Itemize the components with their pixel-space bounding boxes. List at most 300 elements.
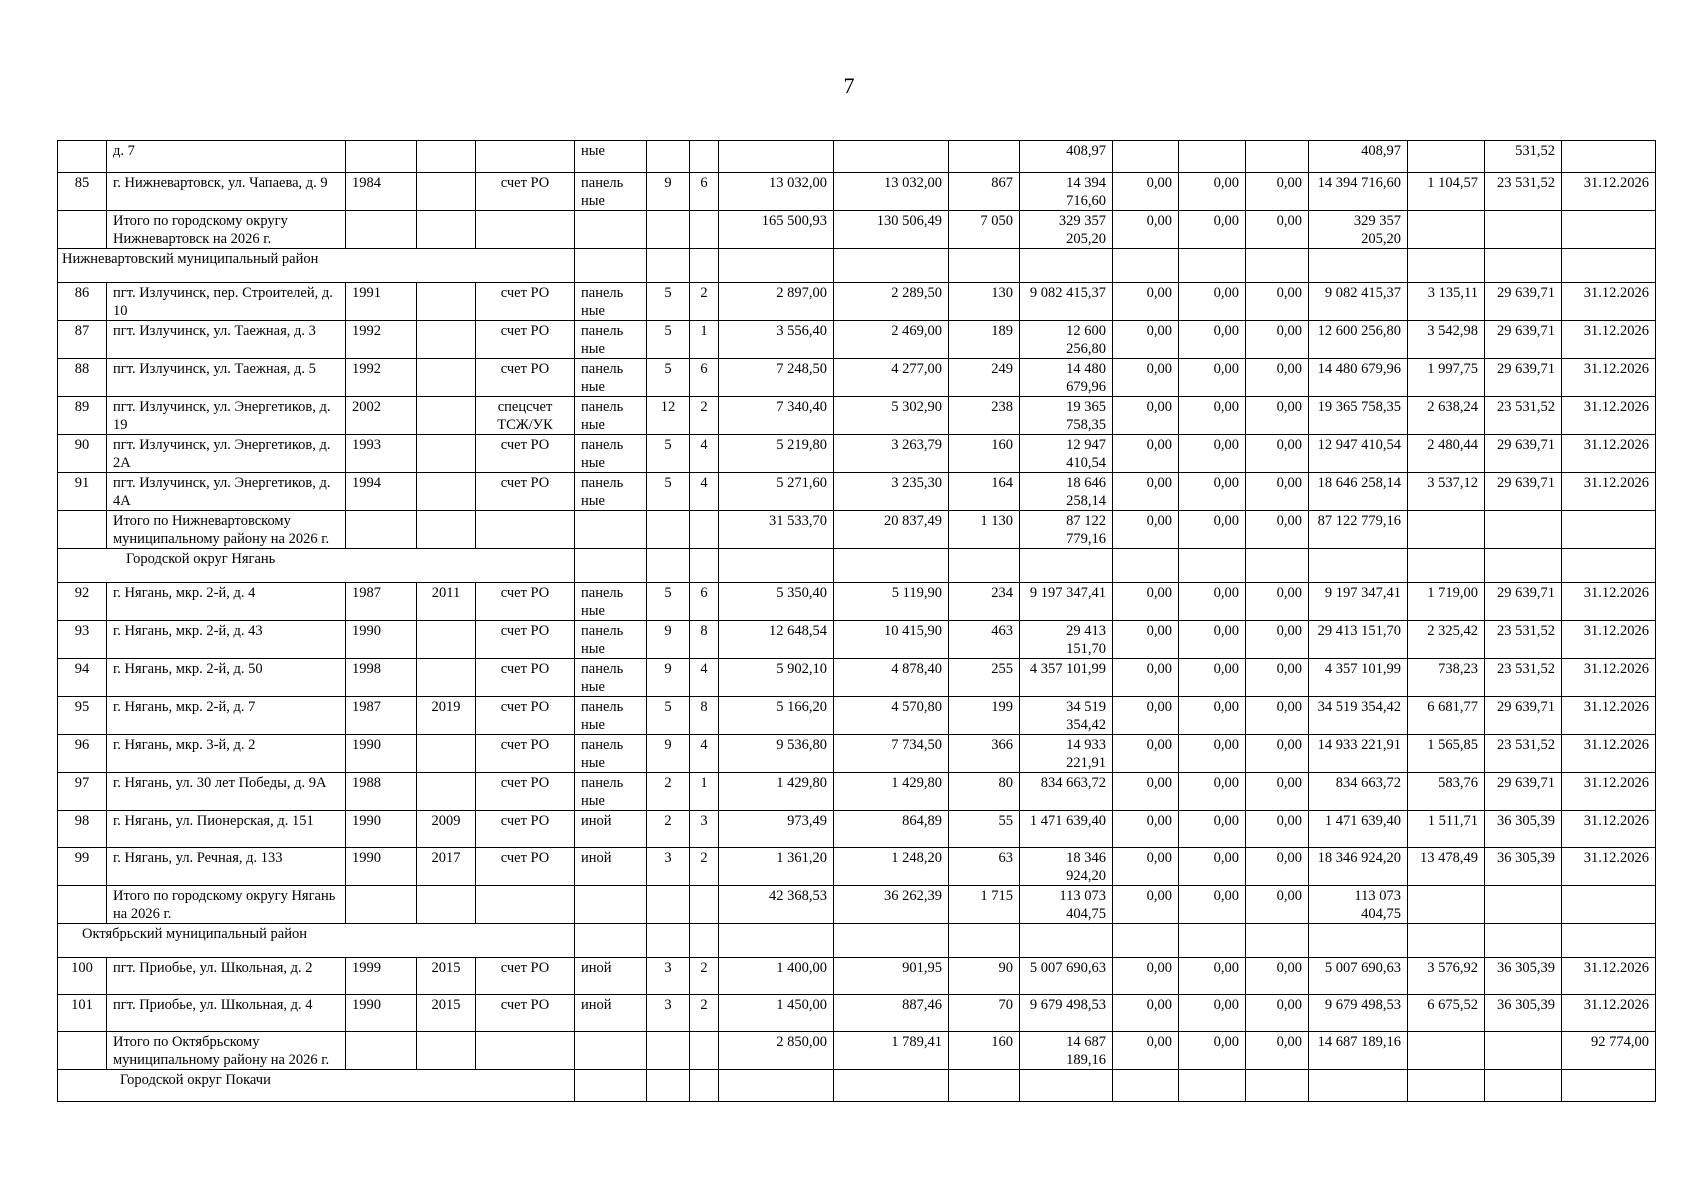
row-number-cell: 90	[58, 435, 107, 473]
row-number-cell: 96	[58, 735, 107, 773]
total-area-cell: 42 368,53	[719, 886, 834, 924]
cost-federal-cell	[1113, 141, 1179, 173]
cost-per-sqm-cell: 1 104,57	[1408, 173, 1485, 211]
address-cell: Итого по Нижневартовскому муниципальному району на 2026 г.	[107, 511, 346, 549]
cost-owners-cell: 14 480 679,96	[1309, 359, 1408, 397]
renovation-year-cell	[417, 511, 476, 549]
renovation-year-cell	[417, 211, 476, 249]
address-cell: пгт. Излучинск, ул. Таежная, д. 5	[107, 359, 346, 397]
address-cell: пгт. Излучинск, ул. Таежная, д. 3	[107, 321, 346, 359]
build-year-cell: 1994	[346, 473, 417, 511]
fund-account-cell	[476, 211, 575, 249]
empty-cell	[690, 924, 719, 958]
empty-cell	[1408, 549, 1485, 583]
address-cell: пгт. Излучинск, ул. Энергетиков, д. 2А	[107, 435, 346, 473]
entrances-cell: 6	[690, 173, 719, 211]
wall-material-cell: панель ные	[575, 173, 647, 211]
residents-cell: 55	[949, 811, 1020, 848]
empty-cell	[834, 924, 949, 958]
table-row	[58, 359, 1656, 397]
cost-per-sqm-cell: 2 480,44	[1408, 435, 1485, 473]
entrances-cell	[690, 886, 719, 924]
section-row	[58, 549, 1656, 583]
cost-regional-cell: 0,00	[1179, 621, 1246, 659]
address-cell: г. Нягань, ул. Пионерская, д. 151	[107, 811, 346, 848]
residential-area-cell: 3 263,79	[834, 435, 949, 473]
cost-municipal-cell: 0,00	[1246, 173, 1309, 211]
total-cost-cell: 113 073 404,75	[1020, 886, 1113, 924]
residents-cell: 1 130	[949, 511, 1020, 549]
section-title: Городской округ Покачи	[58, 1070, 575, 1102]
cost-regional-cell: 0,00	[1179, 435, 1246, 473]
empty-cell	[1408, 924, 1485, 958]
section-row	[58, 924, 1656, 958]
total-area-cell: 7 248,50	[719, 359, 834, 397]
build-year-cell	[346, 141, 417, 173]
total-cost-cell: 14 480 679,96	[1020, 359, 1113, 397]
cost-municipal-cell: 0,00	[1246, 773, 1309, 811]
build-year-cell	[346, 1032, 417, 1070]
address-cell: пгт. Приобье, ул. Школьная, д. 2	[107, 958, 346, 995]
empty-cell	[949, 249, 1020, 283]
completion-date-cell: 31.12.2026	[1562, 359, 1656, 397]
empty-cell	[1309, 249, 1408, 283]
wall-material-cell	[575, 511, 647, 549]
empty-cell	[1408, 249, 1485, 283]
residential-area-cell: 13 032,00	[834, 173, 949, 211]
cost-owners-cell: 408,97	[1309, 141, 1408, 173]
cost-municipal-cell: 0,00	[1246, 511, 1309, 549]
cost-per-sqm-cell: 1 719,00	[1408, 583, 1485, 621]
cost-regional-cell: 0,00	[1179, 397, 1246, 435]
total-cost-cell: 12 600 256,80	[1020, 321, 1113, 359]
table-row	[58, 473, 1656, 511]
empty-cell	[575, 249, 647, 283]
cost-regional-cell: 0,00	[1179, 321, 1246, 359]
completion-date-cell: 31.12.2026	[1562, 321, 1656, 359]
cost-federal-cell: 0,00	[1113, 697, 1179, 735]
total-area-cell: 1 400,00	[719, 958, 834, 995]
build-year-cell: 1999	[346, 958, 417, 995]
cost-municipal-cell: 0,00	[1246, 359, 1309, 397]
cost-per-sqm-cell: 13 478,49	[1408, 848, 1485, 886]
page-number: 7	[843, 73, 855, 98]
fund-account-cell: счет РО	[476, 435, 575, 473]
cost-federal-cell: 0,00	[1113, 886, 1179, 924]
table-row	[58, 848, 1656, 886]
cost-owners-cell: 18 346 924,20	[1309, 848, 1408, 886]
address-cell: пгт. Приобье, ул. Школьная, д. 4	[107, 995, 346, 1032]
cost-municipal-cell: 0,00	[1246, 811, 1309, 848]
limit-cost-cell: 23 531,52	[1485, 659, 1562, 697]
address-cell: г. Нягань, мкр. 2-й, д. 7	[107, 697, 346, 735]
empty-cell	[575, 1070, 647, 1102]
renovation-year-cell: 2015	[417, 958, 476, 995]
residents-cell: 70	[949, 995, 1020, 1032]
completion-date-cell: 31.12.2026	[1562, 397, 1656, 435]
row-number-cell: 97	[58, 773, 107, 811]
address-cell: г. Нягань, мкр. 2-й, д. 43	[107, 621, 346, 659]
total-area-cell: 5 350,40	[719, 583, 834, 621]
residents-cell: 160	[949, 1032, 1020, 1070]
renovation-year-cell	[417, 141, 476, 173]
limit-cost-cell: 531,52	[1485, 141, 1562, 173]
fund-account-cell: спецсчет ТСЖ/УК	[476, 397, 575, 435]
cost-municipal-cell: 0,00	[1246, 621, 1309, 659]
cost-regional-cell: 0,00	[1179, 659, 1246, 697]
total-row	[58, 211, 1656, 249]
cost-owners-cell: 34 519 354,42	[1309, 697, 1408, 735]
cost-federal-cell: 0,00	[1113, 283, 1179, 321]
cost-regional-cell: 0,00	[1179, 283, 1246, 321]
empty-cell	[1113, 249, 1179, 283]
limit-cost-cell	[1485, 511, 1562, 549]
cost-regional-cell: 0,00	[1179, 583, 1246, 621]
build-year-cell: 1993	[346, 435, 417, 473]
entrances-cell: 8	[690, 697, 719, 735]
fund-account-cell: счет РО	[476, 173, 575, 211]
build-year-cell: 1992	[346, 321, 417, 359]
floors-cell: 5	[647, 473, 690, 511]
row-number-cell: 92	[58, 583, 107, 621]
cost-federal-cell: 0,00	[1113, 173, 1179, 211]
residents-cell: 463	[949, 621, 1020, 659]
row-number-cell: 100	[58, 958, 107, 995]
section-title: Городской округ Нягань	[58, 549, 575, 583]
entrances-cell: 6	[690, 359, 719, 397]
wall-material-cell: панель ные	[575, 735, 647, 773]
limit-cost-cell: 29 639,71	[1485, 321, 1562, 359]
cost-regional-cell: 0,00	[1179, 773, 1246, 811]
renovation-year-cell	[417, 321, 476, 359]
row-number-cell: 94	[58, 659, 107, 697]
empty-cell	[949, 1070, 1020, 1102]
table-row	[58, 173, 1656, 211]
row-number-cell	[58, 886, 107, 924]
entrances-cell	[690, 511, 719, 549]
cost-owners-cell: 4 357 101,99	[1309, 659, 1408, 697]
total-area-cell: 3 556,40	[719, 321, 834, 359]
total-area-cell: 1 429,80	[719, 773, 834, 811]
row-number-cell: 89	[58, 397, 107, 435]
renovation-year-cell: 2015	[417, 995, 476, 1032]
table-row	[58, 697, 1656, 735]
residential-area-cell: 1 248,20	[834, 848, 949, 886]
empty-cell	[1020, 249, 1113, 283]
renovation-year-cell: 2017	[417, 848, 476, 886]
renovation-year-cell	[417, 435, 476, 473]
empty-cell	[1179, 1070, 1246, 1102]
renovation-year-cell	[417, 886, 476, 924]
row-number-cell	[58, 141, 107, 173]
floors-cell: 12	[647, 397, 690, 435]
cost-federal-cell: 0,00	[1113, 397, 1179, 435]
empty-cell	[1179, 924, 1246, 958]
limit-cost-cell: 29 639,71	[1485, 473, 1562, 511]
completion-date-cell	[1562, 886, 1656, 924]
residents-cell: 255	[949, 659, 1020, 697]
renovation-year-cell	[417, 173, 476, 211]
cost-per-sqm-cell: 2 638,24	[1408, 397, 1485, 435]
renovation-year-cell	[417, 283, 476, 321]
total-cost-cell: 5 007 690,63	[1020, 958, 1113, 995]
empty-cell	[1113, 549, 1179, 583]
floors-cell	[647, 886, 690, 924]
fund-account-cell: счет РО	[476, 659, 575, 697]
completion-date-cell: 31.12.2026	[1562, 283, 1656, 321]
limit-cost-cell	[1485, 886, 1562, 924]
completion-date-cell	[1562, 141, 1656, 173]
cost-federal-cell: 0,00	[1113, 659, 1179, 697]
address-cell: г. Нягань, мкр. 2-й, д. 50	[107, 659, 346, 697]
entrances-cell: 4	[690, 473, 719, 511]
total-area-cell: 5 271,60	[719, 473, 834, 511]
residential-area-cell: 3 235,30	[834, 473, 949, 511]
completion-date-cell: 31.12.2026	[1562, 958, 1656, 995]
residential-area-cell: 901,95	[834, 958, 949, 995]
row-number-cell: 101	[58, 995, 107, 1032]
row-number-cell: 98	[58, 811, 107, 848]
empty-cell	[647, 924, 690, 958]
completion-date-cell: 92 774,00	[1562, 1032, 1656, 1070]
empty-cell	[949, 549, 1020, 583]
floors-cell: 5	[647, 359, 690, 397]
empty-cell	[1246, 549, 1309, 583]
total-cost-cell: 9 679 498,53	[1020, 995, 1113, 1032]
cost-federal-cell: 0,00	[1113, 1032, 1179, 1070]
total-cost-cell: 12 947 410,54	[1020, 435, 1113, 473]
floors-cell: 3	[647, 958, 690, 995]
empty-cell	[1485, 549, 1562, 583]
cost-owners-cell: 12 600 256,80	[1309, 321, 1408, 359]
build-year-cell: 1990	[346, 995, 417, 1032]
total-area-cell: 5 219,80	[719, 435, 834, 473]
floors-cell: 9	[647, 735, 690, 773]
floors-cell: 5	[647, 697, 690, 735]
build-year-cell: 1984	[346, 173, 417, 211]
fund-account-cell: счет РО	[476, 359, 575, 397]
cost-federal-cell: 0,00	[1113, 435, 1179, 473]
floors-cell: 3	[647, 848, 690, 886]
total-cost-cell: 18 346 924,20	[1020, 848, 1113, 886]
residents-cell: 867	[949, 173, 1020, 211]
table-row	[58, 659, 1656, 697]
renovation-year-cell	[417, 359, 476, 397]
fund-account-cell	[476, 141, 575, 173]
floors-cell: 9	[647, 173, 690, 211]
cost-owners-cell: 12 947 410,54	[1309, 435, 1408, 473]
build-year-cell: 1990	[346, 811, 417, 848]
empty-cell	[719, 249, 834, 283]
cost-federal-cell: 0,00	[1113, 211, 1179, 249]
entrances-cell: 3	[690, 811, 719, 848]
limit-cost-cell	[1485, 211, 1562, 249]
section-row	[58, 249, 1656, 283]
floors-cell: 2	[647, 773, 690, 811]
table-row	[58, 958, 1656, 995]
residents-cell: 1 715	[949, 886, 1020, 924]
empty-cell	[1309, 1070, 1408, 1102]
wall-material-cell: иной	[575, 848, 647, 886]
cost-municipal-cell: 0,00	[1246, 211, 1309, 249]
entrances-cell: 2	[690, 848, 719, 886]
limit-cost-cell: 23 531,52	[1485, 173, 1562, 211]
completion-date-cell	[1562, 211, 1656, 249]
cost-municipal-cell	[1246, 141, 1309, 173]
limit-cost-cell: 29 639,71	[1485, 359, 1562, 397]
wall-material-cell: панель ные	[575, 435, 647, 473]
completion-date-cell: 31.12.2026	[1562, 435, 1656, 473]
cost-owners-cell: 14 933 221,91	[1309, 735, 1408, 773]
cost-regional-cell: 0,00	[1179, 995, 1246, 1032]
section-row	[58, 1070, 1656, 1102]
cost-owners-cell: 9 197 347,41	[1309, 583, 1408, 621]
cost-federal-cell: 0,00	[1113, 848, 1179, 886]
cost-municipal-cell: 0,00	[1246, 283, 1309, 321]
cost-per-sqm-cell: 1 565,85	[1408, 735, 1485, 773]
build-year-cell: 1988	[346, 773, 417, 811]
row-number-cell: 88	[58, 359, 107, 397]
build-year-cell: 1991	[346, 283, 417, 321]
completion-date-cell: 31.12.2026	[1562, 621, 1656, 659]
cost-federal-cell: 0,00	[1113, 321, 1179, 359]
row-number-cell: 85	[58, 173, 107, 211]
cost-per-sqm-cell: 6 675,52	[1408, 995, 1485, 1032]
cost-federal-cell: 0,00	[1113, 583, 1179, 621]
build-year-cell: 1998	[346, 659, 417, 697]
fund-account-cell: счет РО	[476, 321, 575, 359]
limit-cost-cell: 29 639,71	[1485, 697, 1562, 735]
cost-regional-cell: 0,00	[1179, 211, 1246, 249]
cost-per-sqm-cell	[1408, 886, 1485, 924]
row-number-cell: 93	[58, 621, 107, 659]
empty-cell	[690, 1070, 719, 1102]
entrances-cell: 4	[690, 659, 719, 697]
total-row	[58, 1032, 1656, 1070]
floors-cell: 9	[647, 621, 690, 659]
completion-date-cell: 31.12.2026	[1562, 697, 1656, 735]
wall-material-cell: иной	[575, 811, 647, 848]
empty-cell	[647, 1070, 690, 1102]
table-row	[58, 141, 1656, 173]
cost-owners-cell: 329 357 205,20	[1309, 211, 1408, 249]
table-row	[58, 283, 1656, 321]
empty-cell	[1113, 924, 1179, 958]
residents-cell: 189	[949, 321, 1020, 359]
residential-area-cell: 887,46	[834, 995, 949, 1032]
entrances-cell: 8	[690, 621, 719, 659]
empty-cell	[647, 549, 690, 583]
wall-material-cell: панель ные	[575, 283, 647, 321]
entrances-cell: 6	[690, 583, 719, 621]
wall-material-cell	[575, 886, 647, 924]
residents-cell: 63	[949, 848, 1020, 886]
floors-cell	[647, 511, 690, 549]
residents-cell	[949, 141, 1020, 173]
empty-cell	[949, 924, 1020, 958]
empty-cell	[1408, 1070, 1485, 1102]
renovation-year-cell	[417, 397, 476, 435]
empty-cell	[834, 249, 949, 283]
empty-cell	[719, 924, 834, 958]
cost-regional-cell: 0,00	[1179, 511, 1246, 549]
fund-account-cell: счет РО	[476, 958, 575, 995]
residents-cell: 7 050	[949, 211, 1020, 249]
cost-regional-cell: 0,00	[1179, 1032, 1246, 1070]
cost-owners-cell: 19 365 758,35	[1309, 397, 1408, 435]
entrances-cell	[690, 141, 719, 173]
address-cell: г. Нижневартовск, ул. Чапаева, д. 9	[107, 173, 346, 211]
residential-area-cell	[834, 141, 949, 173]
cost-federal-cell: 0,00	[1113, 958, 1179, 995]
total-area-cell: 13 032,00	[719, 173, 834, 211]
total-area-cell	[719, 141, 834, 173]
cost-owners-cell: 5 007 690,63	[1309, 958, 1408, 995]
entrances-cell: 2	[690, 958, 719, 995]
total-cost-cell: 408,97	[1020, 141, 1113, 173]
completion-date-cell	[1562, 511, 1656, 549]
fund-account-cell: счет РО	[476, 283, 575, 321]
cost-regional-cell: 0,00	[1179, 735, 1246, 773]
fund-account-cell: счет РО	[476, 995, 575, 1032]
floors-cell	[647, 1032, 690, 1070]
cost-owners-cell: 9 082 415,37	[1309, 283, 1408, 321]
address-cell: Итого по городскому округу Нягань на 2026 г.	[107, 886, 346, 924]
row-number-cell: 99	[58, 848, 107, 886]
floors-cell: 2	[647, 811, 690, 848]
build-year-cell: 1990	[346, 848, 417, 886]
residents-cell: 164	[949, 473, 1020, 511]
completion-date-cell: 31.12.2026	[1562, 811, 1656, 848]
total-cost-cell: 9 197 347,41	[1020, 583, 1113, 621]
capital-repair-table	[57, 140, 1656, 1102]
total-cost-cell: 34 519 354,42	[1020, 697, 1113, 735]
total-area-cell: 2 850,00	[719, 1032, 834, 1070]
entrances-cell: 2	[690, 995, 719, 1032]
empty-cell	[1246, 249, 1309, 283]
fund-account-cell: счет РО	[476, 697, 575, 735]
floors-cell: 5	[647, 435, 690, 473]
cost-per-sqm-cell	[1408, 1032, 1485, 1070]
cost-federal-cell: 0,00	[1113, 995, 1179, 1032]
cost-per-sqm-cell: 583,76	[1408, 773, 1485, 811]
limit-cost-cell: 23 531,52	[1485, 735, 1562, 773]
cost-owners-cell: 9 679 498,53	[1309, 995, 1408, 1032]
entrances-cell: 1	[690, 773, 719, 811]
cost-federal-cell: 0,00	[1113, 621, 1179, 659]
empty-cell	[719, 1070, 834, 1102]
cost-regional-cell: 0,00	[1179, 473, 1246, 511]
empty-cell	[575, 924, 647, 958]
limit-cost-cell: 36 305,39	[1485, 848, 1562, 886]
table-row	[58, 583, 1656, 621]
address-cell: д. 7	[107, 141, 346, 173]
cost-regional-cell: 0,00	[1179, 173, 1246, 211]
cost-municipal-cell: 0,00	[1246, 735, 1309, 773]
cost-municipal-cell: 0,00	[1246, 886, 1309, 924]
cost-regional-cell: 0,00	[1179, 958, 1246, 995]
cost-federal-cell: 0,00	[1113, 811, 1179, 848]
cost-federal-cell: 0,00	[1113, 511, 1179, 549]
residential-area-cell: 7 734,50	[834, 735, 949, 773]
residents-cell: 90	[949, 958, 1020, 995]
residential-area-cell: 130 506,49	[834, 211, 949, 249]
cost-per-sqm-cell: 3 542,98	[1408, 321, 1485, 359]
total-area-cell: 5 902,10	[719, 659, 834, 697]
fund-account-cell: счет РО	[476, 735, 575, 773]
cost-owners-cell: 14 394 716,60	[1309, 173, 1408, 211]
address-cell: пгт. Излучинск, пер. Строителей, д. 10	[107, 283, 346, 321]
